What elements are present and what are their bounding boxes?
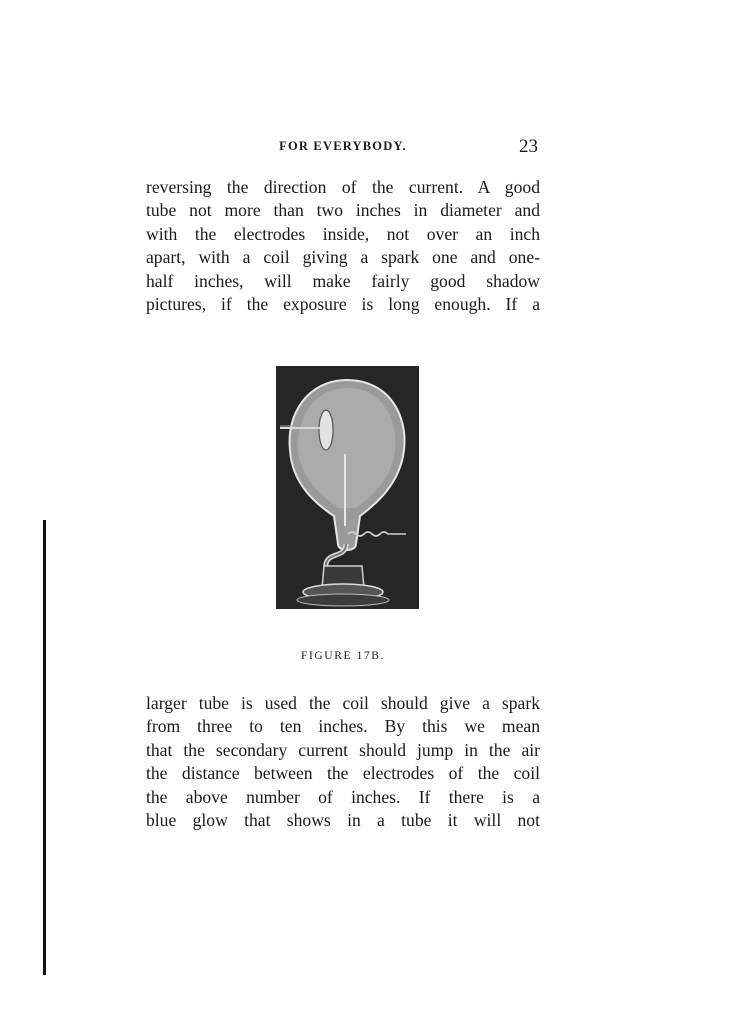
scan-edge-line [43, 520, 46, 975]
text-line: apart, with a coil giving a spark one and one- [146, 247, 540, 268]
text-line: reversing the direction of the current. A good [146, 177, 540, 197]
page-number: 23 [519, 136, 538, 157]
running-head [146, 136, 540, 158]
text-line: pictures, if the exposure is long enough. If a [146, 293, 540, 314]
figure-caption: FIGURE 17B. [300, 650, 386, 662]
running-title: FOR EVERYBODY. [279, 139, 407, 153]
text-line: the above number of inches. If there is a [146, 786, 540, 807]
text-line: half inches, will make fairly good shadow [146, 270, 540, 291]
text-line: tube not more than two inches in diameter and [146, 200, 540, 221]
paragraph-1 [146, 176, 540, 316]
text-line: the distance between the electrodes of the coil [146, 763, 540, 784]
text-line: that the secondary current should jump in the air [146, 739, 540, 760]
paragraph-2 [146, 692, 540, 832]
crookes-tube-illustration [276, 366, 419, 609]
text-line: larger tube is used the coil should give a spark [146, 693, 540, 713]
text-line: with the electrodes inside, not over an inch [146, 223, 540, 244]
text-line: from three to ten inches. By this we mean [146, 716, 540, 737]
text-line: blue glow that shows in a tube it will not [146, 809, 540, 830]
